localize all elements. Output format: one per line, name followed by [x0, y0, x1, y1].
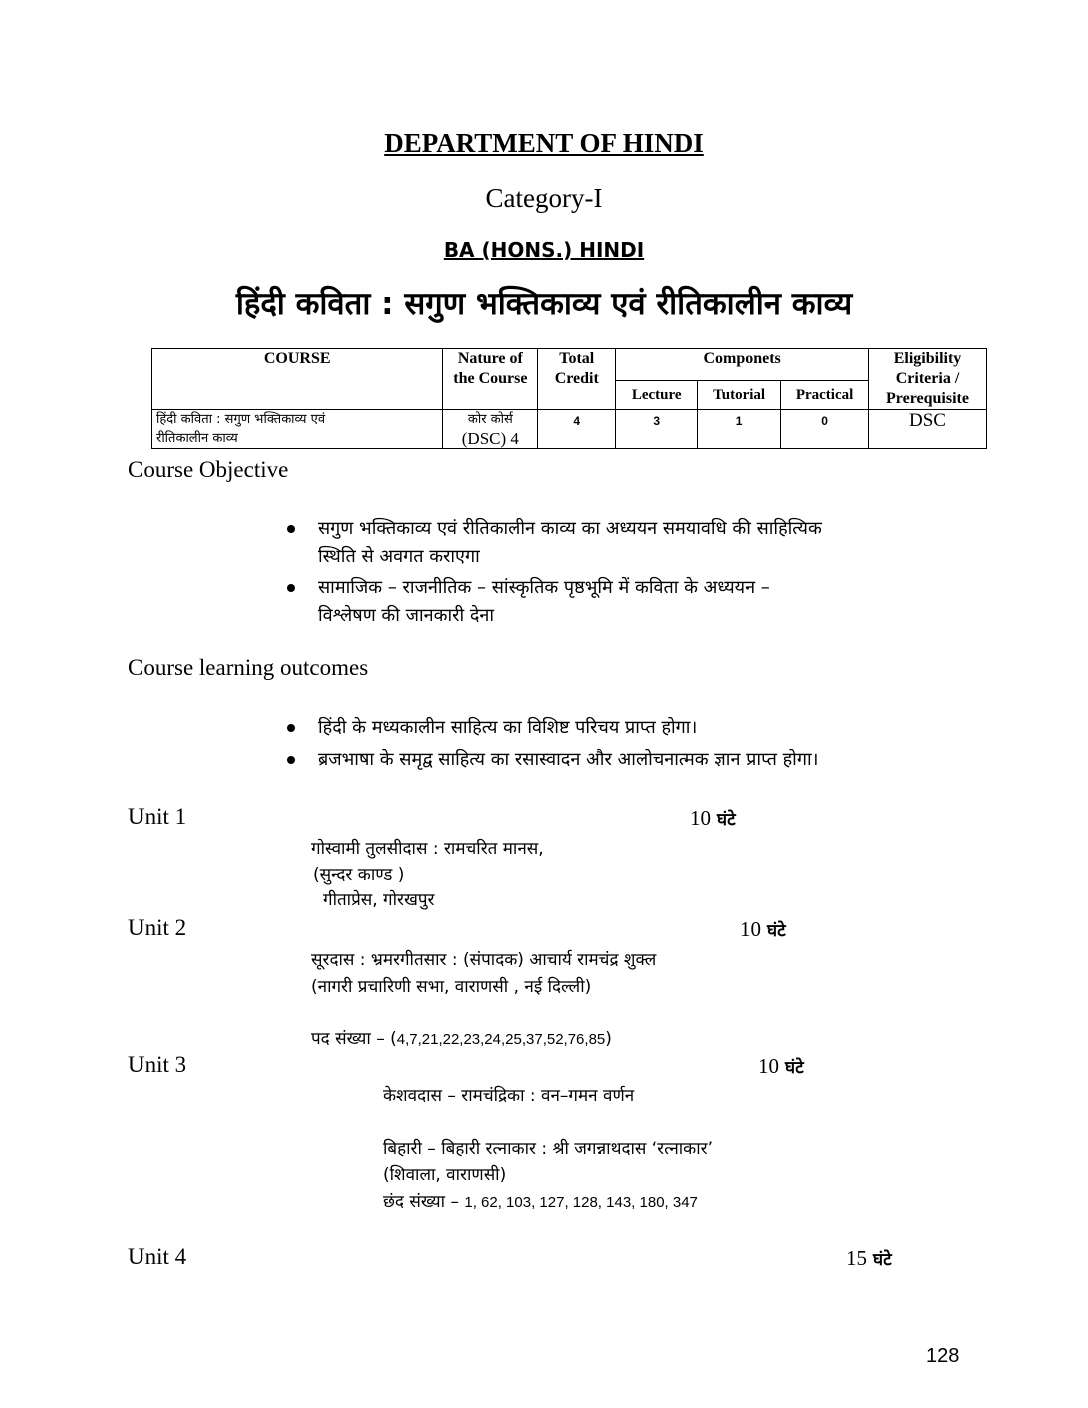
category-label: Category-I [485, 183, 603, 213]
unit-3-chhand-label: छंद संख्या – [383, 1192, 459, 1212]
unit-4-hours [846, 1246, 892, 1271]
unit-2-line-2: (नागरी प्रचारिणी सभा, वाराणसी , नई दिल्ली) [311, 977, 592, 997]
unit-1-hours-unit: घंटे [717, 810, 736, 830]
unit-2-pada-numbers: 4,7,21,22,23,24,25,37,52,76,85 [396, 1031, 606, 1048]
program-title: BA (HONS.) HINDI [443, 238, 645, 262]
unit-4-label: Unit 4 [128, 1244, 187, 1269]
cell-tutorial: 1 [698, 410, 781, 449]
header-course: COURSE [152, 349, 443, 410]
outcome-item-2: ब्रजभाषा के समृद्व साहित्य का रसास्वादन और आलोचनात्मक ज्ञान प्राप्त होगा। [318, 749, 819, 770]
bullet-icon [287, 724, 295, 732]
unit-1-line-2: (सुन्दर काण्ड ) [313, 865, 405, 885]
objective-item-2-line1: सामाजिक – राजनीतिक – सांस्कृतिक पृष्ठभूमि में कविता के अध्ययन – [318, 577, 770, 598]
course-table [151, 348, 987, 449]
header-credit: Total Credit [538, 349, 616, 410]
unit-1-hours-number: 10 [690, 806, 711, 830]
header-eligibility: Eligibility Criteria / Prerequisite [869, 349, 987, 410]
nature-line2: (DSC) 4 [461, 429, 519, 448]
bullet-icon [287, 584, 295, 592]
unit-2-pada-close: ) [605, 1029, 612, 1049]
objective-item-1 [318, 515, 822, 571]
unit-1-line-3: गीताप्रेस, गोरखपुर [323, 890, 435, 910]
unit-3-hours [758, 1054, 804, 1079]
unit-2-pada-line [311, 1026, 612, 1049]
unit-2-label: Unit 2 [128, 915, 187, 940]
course-name-line2: रीतिकालीन काव्य [156, 431, 238, 446]
unit-3-chhand-numbers: 1, 62, 103, 127, 128, 143, 180, 347 [464, 1194, 698, 1211]
unit-2-line-1: सूरदास : भ्रमरगीतसार : (संपादक) आचार्य रामचंद्र शुक्ल [311, 950, 657, 970]
header-practical: Practical [781, 380, 869, 409]
header-tutorial: Tutorial [698, 380, 781, 409]
unit-3-line-3: (शिवाला, वाराणसी) [383, 1165, 507, 1185]
unit-3-line-1: केशवदास – रामचंद्रिका : वन–गमन वर्णन [383, 1086, 635, 1106]
unit-3-label: Unit 3 [128, 1052, 187, 1077]
unit-3-hours-number: 10 [758, 1054, 779, 1078]
page-number: 128 [926, 1345, 960, 1367]
department-heading: DEPARTMENT OF HINDI [384, 128, 704, 158]
table-header-row [152, 349, 987, 381]
objective-item-2 [318, 574, 770, 630]
cell-practical: 0 [781, 410, 869, 449]
course-objective-heading: Course Objective [128, 457, 289, 482]
header-components: Componets [616, 349, 869, 381]
objective-item-1-line2: स्थिति से अवगत कराएगा [318, 546, 480, 567]
course-name-line1: हिंदी कविता : सगुण भक्तिकाव्य एवं [156, 412, 326, 427]
header-nature: Nature of the Course [443, 349, 538, 410]
unit-2-hours-number: 10 [740, 917, 761, 941]
cell-eligibility: DSC [869, 410, 987, 449]
objective-item-1-line1: सगुण भक्तिकाव्य एवं रीतिकालीन काव्य का अध्ययन समयावधि की साहित्यिक [318, 518, 822, 539]
unit-2-hours-unit: घंटे [767, 921, 786, 941]
table-row [152, 410, 987, 449]
unit-3-hours-unit: घंटे [785, 1058, 804, 1078]
unit-2-pada-label: पद संख्या – ( [311, 1029, 397, 1049]
paper-title: हिंदी कविता : सगुण भक्तिकाव्य एवं रीतिकालीन काव्य [235, 286, 853, 322]
cell-nature [443, 410, 538, 449]
cell-credit: 4 [538, 410, 616, 449]
cell-course [152, 410, 443, 449]
bullet-icon [287, 525, 295, 533]
unit-3-line-2: बिहारी – बिहारी रत्नाकार : श्री जगन्नाथदास ‘रत्नाकार’ [383, 1139, 713, 1159]
unit-1-line-1: गोस्वामी तुलसीदास : रामचरित मानस, [311, 839, 544, 859]
unit-3-chhand-line [383, 1189, 698, 1212]
unit-2-hours [740, 917, 786, 942]
objective-item-2-line2: विश्लेषण की जानकारी देना [318, 605, 495, 626]
header-lecture: Lecture [616, 380, 698, 409]
bullet-icon [287, 756, 295, 764]
unit-4-hours-unit: घंटे [873, 1250, 892, 1270]
unit-1-hours [690, 806, 736, 831]
unit-1-label: Unit 1 [128, 804, 187, 829]
nature-line1: कोर कोर्स [467, 412, 513, 427]
unit-4-hours-number: 15 [846, 1246, 867, 1270]
learning-outcomes-heading: Course learning outcomes [128, 655, 369, 680]
outcome-item-1: हिंदी के मध्यकालीन साहित्य का विशिष्ट परिचय प्राप्त होगा। [318, 717, 698, 738]
cell-lecture: 3 [616, 410, 698, 449]
